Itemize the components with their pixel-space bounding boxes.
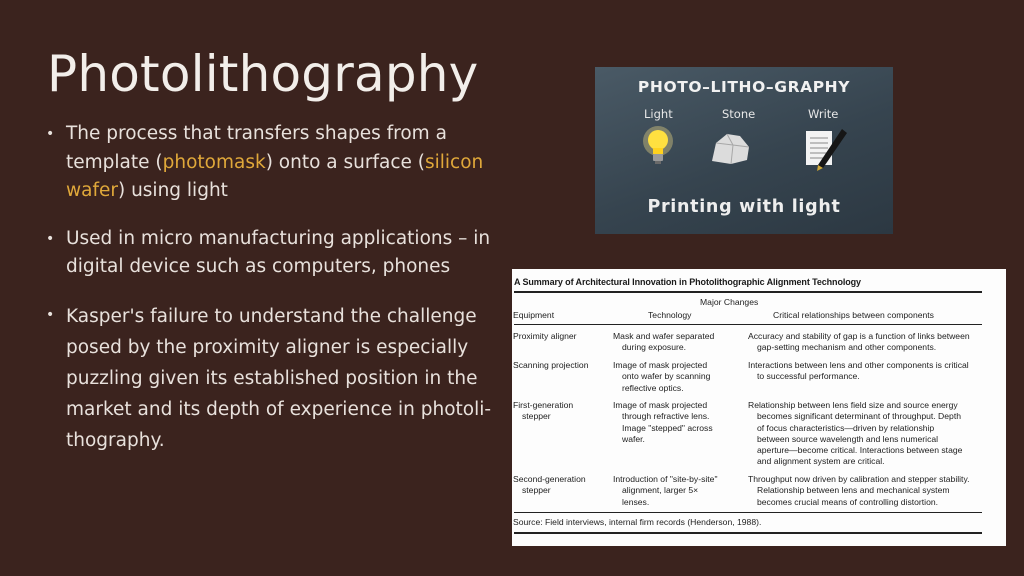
lightbulb-icon (641, 125, 675, 169)
bullet-line: Used in micro manufacturing applications – in (66, 227, 491, 249)
bullet-list (46, 120, 516, 456)
table-caption: A Summary of Architectural Innovation in Photolithographic Alignment Technology (514, 277, 861, 287)
table-header-technology: Technology (648, 310, 692, 320)
table-group-header: Major Changes (700, 297, 759, 307)
table-cell-critical: Interactions between lens and other components is critical to successful performance. (748, 360, 969, 382)
bullet-line: The process that transfers shapes from a (66, 123, 447, 144)
stone-icon (707, 129, 755, 165)
table-header-equipment: Equipment (513, 310, 555, 320)
highlight-silicon: silicon (425, 151, 484, 173)
photo-label-stone: Stone (722, 107, 756, 121)
table-cell-equipment: First-generation stepper (513, 400, 574, 422)
bullet-line: thography. (66, 429, 165, 451)
table-source-note: Source: Field interviews, internal firm records (Henderson, 1988). (513, 517, 762, 527)
bullet-glyph: • (46, 230, 55, 247)
table-cell-equipment: Second-generation stepper (513, 474, 586, 496)
table-cell-technology: Mask and wafer separated during exposure. (613, 331, 715, 353)
table-rule-header (514, 324, 982, 325)
bullet-line: puzzling given its established position in the (66, 367, 478, 389)
bullet-line: Kasper's failure to understand the challenge (66, 305, 477, 327)
table-cell-equipment: Scanning projection (513, 360, 589, 370)
highlight-wafer: wafer (66, 180, 118, 201)
bullet-line: market and its depth of experience in photoli- (66, 398, 492, 420)
bullet-line: digital device such as computers, phones (66, 256, 451, 277)
bullet-line: ) onto a surface ( (265, 151, 425, 173)
table-cell-critical: Throughput now driven by calibration and stepper stability. Relationship between lens and mechanical system becomes crucial means of controlling distortion. (748, 474, 970, 507)
photo-label-light: Light (644, 107, 673, 121)
bullet-item-definition (46, 120, 516, 206)
table-cell-technology: Image of mask projected onto wafer by scanning reflective optics. (613, 360, 711, 393)
bullet-item-applications (46, 225, 516, 282)
bullet-glyph: • (46, 306, 55, 323)
photolithography-image (595, 67, 893, 234)
bullet-line: template ( (66, 151, 163, 173)
alignment-technology-table (512, 269, 1006, 546)
table-rule-bottom (514, 512, 982, 513)
photo-label-write: Write (808, 107, 839, 121)
bullet-line: ) using light (117, 180, 228, 201)
photo-title: PHOTO–LITHO–GRAPHY (637, 78, 851, 96)
slide-title: Photolithography (47, 45, 479, 103)
table-cell-equipment: Proximity aligner (513, 331, 577, 341)
photo-footer: Printing with light (647, 197, 841, 217)
writing-paper-icon (802, 125, 850, 173)
highlight-photomask: photomask (162, 151, 266, 173)
table-rule-top (514, 291, 982, 293)
table-header-critical: Critical relationships between components (773, 310, 934, 320)
table-cell-critical: Relationship between lens field size and source energy becomes significant determinant of throughput. Depth of focus characteristics—driven by relationship between source wavelength and lens numerical aperture—become critical. Interactions between stage and alignment system are critical. (748, 400, 963, 467)
bullet-glyph: • (46, 126, 55, 142)
bullet-item-kasper (46, 301, 546, 456)
table-cell-technology: Introduction of "site-by-site" alignment, larger 5× lenses. (613, 474, 718, 507)
table-cell-critical: Accuracy and stability of gap is a function of links between gap-setting mechanism and other components. (748, 331, 970, 353)
bullet-line: posed by the proximity aligner is especially (66, 336, 469, 358)
table-rule-end (514, 532, 982, 534)
table-cell-technology: Image of mask projected through refractive lens. Image "stepped" across wafer. (613, 400, 713, 444)
